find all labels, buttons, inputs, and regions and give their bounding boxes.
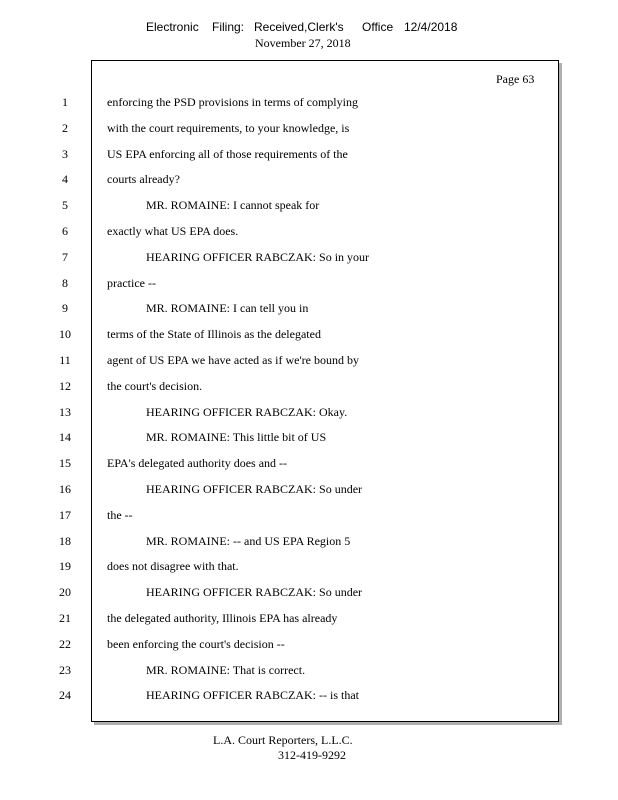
line-text: MR. ROMAINE: This little bit of US: [146, 430, 327, 445]
line-text: enforcing the PSD provisions in terms of complying: [107, 95, 358, 109]
line-number: 6: [62, 224, 68, 238]
line-number: 18: [59, 533, 71, 548]
transcript-date: November 27, 2018: [255, 36, 351, 50]
line-number: 16: [59, 482, 71, 496]
stamp-filing: Filing:: [212, 20, 245, 34]
line-text: terms of the State of Illinois as the delegated: [107, 327, 321, 342]
line-text: HEARING OFFICER RABCZAK: -- is that: [146, 688, 360, 703]
footer-company: L.A. Court Reporters, L.L.C.: [213, 733, 353, 747]
line-number: 12: [59, 378, 71, 393]
line-text: exactly what US EPA does.: [107, 224, 239, 238]
line-text: MR. ROMAINE: -- and US EPA Region 5: [146, 533, 351, 548]
line-number: 17: [59, 507, 71, 522]
footer-phone: 312-419-9292: [278, 748, 346, 762]
line-text: MR. ROMAINE: I can tell you in: [146, 301, 309, 316]
line-text: US EPA enforcing all of those requirements of the: [107, 146, 348, 161]
line-number: 7: [62, 249, 68, 264]
line-number: 23: [59, 662, 71, 677]
line-text: with the court requirements, to your knowledge, is: [107, 120, 350, 135]
line-number: 1: [62, 95, 68, 109]
line-number: 9: [62, 301, 68, 316]
line-number: 4: [62, 172, 68, 187]
line-text: courts already?: [107, 172, 180, 187]
line-number: 14: [59, 430, 71, 445]
stamp-date: 12/4/2018: [404, 20, 458, 34]
line-text: HEARING OFFICER RABCZAK: So under: [146, 482, 363, 496]
line-text: the delegated authority, Illinois EPA has already: [107, 611, 338, 625]
line-number: 13: [59, 404, 71, 419]
line-number: 19: [59, 559, 71, 574]
line-number: 11: [59, 353, 71, 367]
line-number: 8: [62, 275, 68, 290]
line-text: HEARING OFFICER RABCZAK: Okay.: [146, 404, 348, 419]
stamp-electronic: Electronic: [146, 20, 199, 34]
line-text: does not disagree with that.: [107, 559, 239, 574]
line-text: practice --: [107, 275, 156, 290]
page-number: Page 63: [496, 72, 535, 86]
line-text: MR. ROMAINE: I cannot speak for: [146, 198, 320, 213]
stamp-received: Received,Clerk's: [254, 20, 344, 34]
line-number: 10: [59, 327, 71, 342]
line-text: the --: [107, 507, 133, 522]
line-text: been enforcing the court's decision --: [107, 636, 285, 651]
line-number: 5: [62, 198, 68, 213]
line-text: agent of US EPA we have acted as if we're bound by: [107, 353, 359, 367]
line-number: 15: [59, 456, 71, 471]
line-number: 21: [59, 611, 71, 625]
stamp-office: Office: [362, 20, 394, 34]
line-text: HEARING OFFICER RABCZAK: So in your: [146, 249, 370, 264]
line-text: HEARING OFFICER RABCZAK: So under: [146, 585, 363, 600]
line-number: 20: [59, 585, 71, 600]
line-number: 2: [62, 120, 68, 135]
line-text: the court's decision.: [107, 378, 203, 393]
line-text: MR. ROMAINE: That is correct.: [146, 662, 306, 677]
line-number: 24: [59, 688, 71, 703]
line-number: 3: [62, 146, 68, 161]
line-number: 22: [59, 636, 71, 651]
line-text: EPA's delegated authority does and --: [107, 456, 288, 471]
